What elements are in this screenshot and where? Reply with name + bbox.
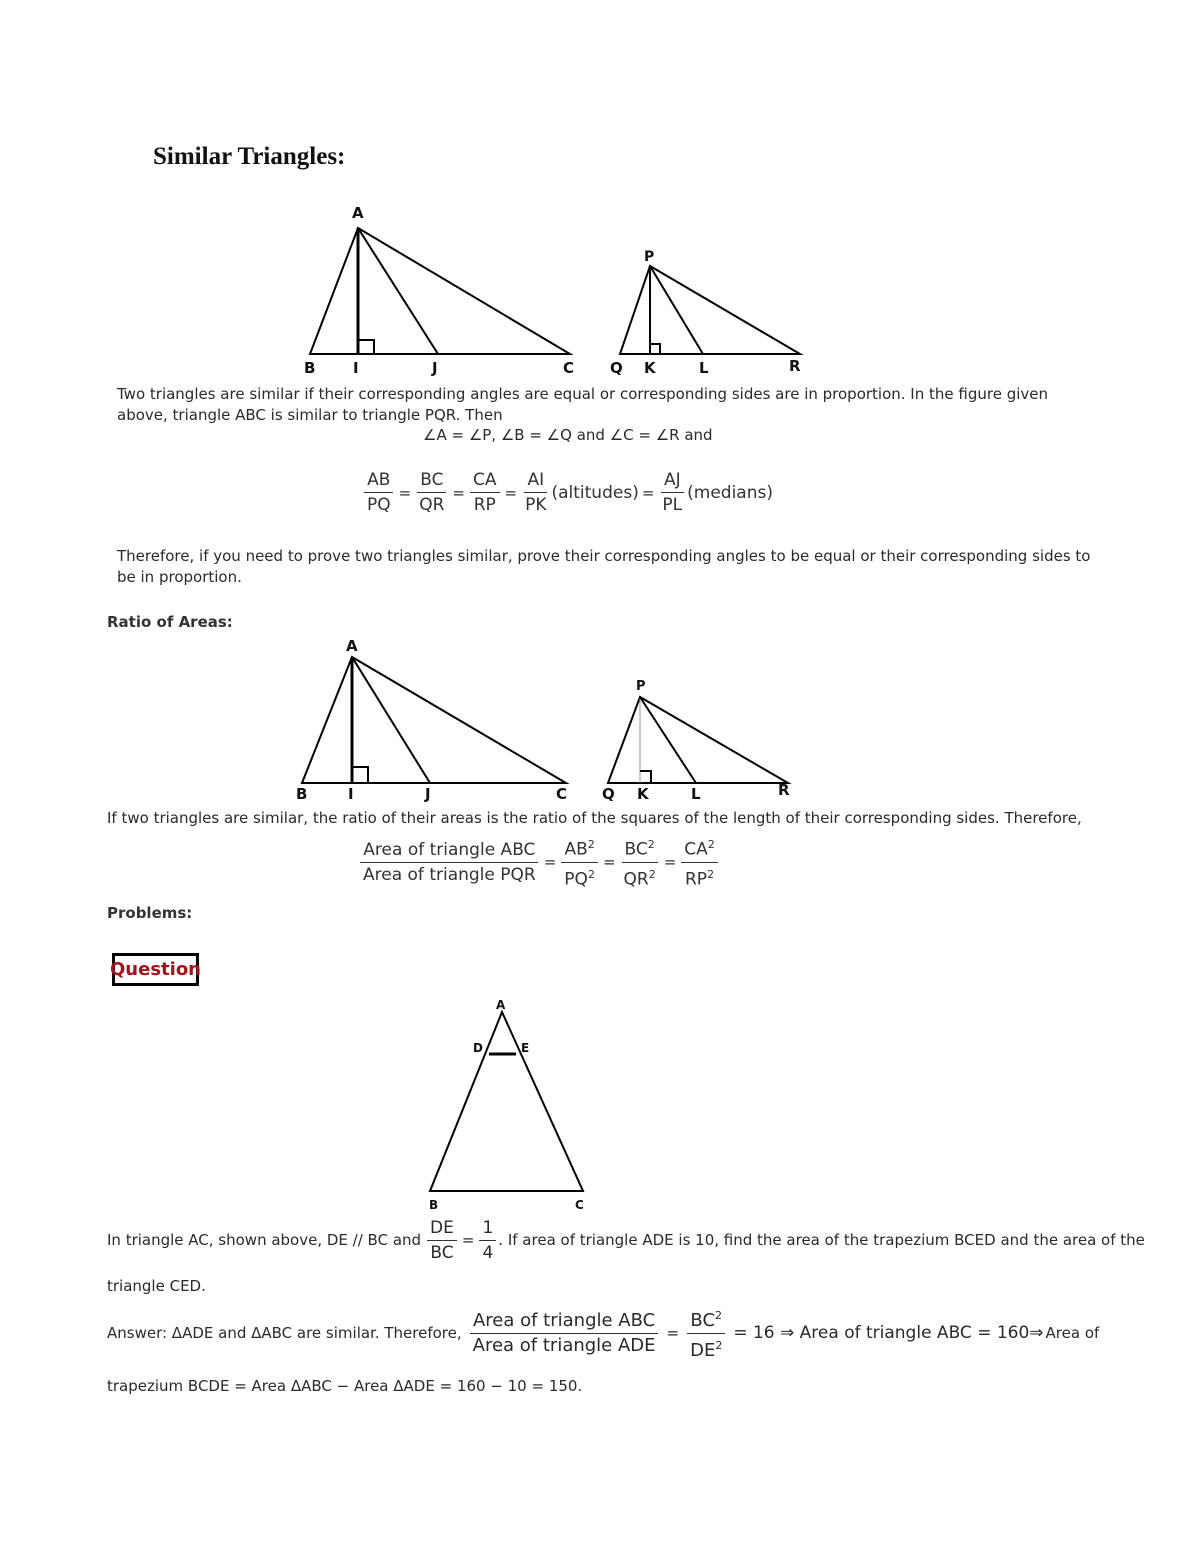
frac-num: 1 (479, 1218, 496, 1241)
squared: 2 (707, 838, 715, 851)
ratio-equation (362, 470, 773, 515)
fig3-label-a: A (496, 998, 506, 1012)
altitudes-label: (altitudes) (551, 482, 639, 503)
squared: 2 (587, 838, 595, 851)
therefore-paragraph: Therefore, if you need to prove two triangles similar, prove their corresponding angles to be equal or their corresponding sides to be in proportion. (117, 547, 1091, 586)
equals-sign: = (452, 483, 465, 502)
equals-sign: = (398, 483, 412, 502)
problem-text-part2: . If area of triangle ADE is 10, find the area of the trapezium BCED and the area of the (498, 1231, 1145, 1249)
frac-num (687, 1306, 725, 1334)
fraction-ca2-rp2 (681, 835, 718, 889)
fig2-label-i: I (348, 785, 354, 803)
fig2-label-p: P (636, 679, 646, 694)
intro-paragraph: Two triangles are similar if their corresponding angles are equal or corresponding sides are in proportion. In the figure given above, triangle ABC is similar to triangle PQR. Then (117, 385, 1048, 424)
fraction-area-abc-pqr (360, 840, 539, 885)
frac-den: BC (430, 1243, 454, 1263)
side-pq: PQ (564, 869, 588, 890)
fig1-label-p: P (644, 249, 655, 265)
fraction-ab2-pq2 (561, 835, 598, 889)
figure-triangle-ade (415, 995, 600, 1217)
frac-num: BC (417, 470, 446, 493)
fig3-label-c: C (575, 1198, 584, 1212)
angle-equalities: ∠A = ∠P, ∠B = ∠Q and ∠C = ∠R and (423, 426, 713, 444)
fraction-ai-pk (522, 470, 549, 515)
fig2-label-r: R (778, 781, 790, 799)
equals-sign: = (641, 483, 655, 502)
frac-num: Area of triangle ABC (470, 1311, 658, 1334)
equals-sign: = (666, 1324, 680, 1342)
squared: 2 (647, 838, 655, 851)
fig1-label-r: R (789, 357, 801, 375)
side-bc: BC (624, 839, 648, 860)
answer-text-part3: Area of (1045, 1324, 1100, 1342)
fraction-bc2-de2 (687, 1306, 725, 1361)
answer-statement-line2: trapezium BCDE = Area ΔABC − Area ΔADE = 160 − 10 = 150. (107, 1377, 583, 1395)
problems-heading: Problems: (107, 904, 193, 922)
frac-num: CA (470, 470, 500, 493)
fig2-label-q: Q (602, 785, 615, 803)
frac-num (561, 835, 597, 863)
problem-statement (107, 1218, 1145, 1263)
fig1-label-j: J (432, 359, 438, 377)
fraction-ab-pq (364, 470, 394, 515)
fig1-label-b: B (304, 359, 316, 377)
frac-den: QR (419, 495, 445, 515)
fraction-bc2-qr2 (621, 835, 659, 889)
frac-den: 4 (482, 1243, 494, 1263)
frac-den (621, 863, 659, 890)
fig1-label-l: L (699, 359, 709, 377)
squared: 2 (715, 1309, 723, 1322)
fraction-bc-qr (416, 470, 447, 515)
area-ratio-equation (358, 835, 720, 889)
fig1-label-c: C (563, 359, 575, 377)
side-rp: RP (685, 869, 708, 890)
fig2-label-l: L (691, 785, 701, 803)
fig2-label-b: B (296, 785, 308, 803)
frac-den: Area of triangle PQR (363, 864, 536, 885)
fig1-label-i: I (353, 359, 359, 377)
equals-sign: = (663, 853, 677, 872)
fig3-label-e: E (521, 1041, 530, 1055)
squared: 2 (707, 867, 715, 881)
frac-num: AB (364, 470, 393, 493)
fraction-one-quarter (479, 1218, 496, 1263)
problem-statement-line2: triangle CED. (107, 1277, 206, 1295)
answer-statement (107, 1306, 1099, 1361)
fig2-label-j: J (425, 785, 431, 803)
question-label: Question (110, 959, 201, 980)
answer-text-part2: = 16 ⇒ Area of triangle ABC = 160⇒ (733, 1323, 1044, 1343)
frac-den: Area of triangle ADE (472, 1335, 656, 1356)
frac-den: RP (473, 495, 496, 515)
fraction-ca-rp (470, 470, 500, 515)
frac-num: Area of triangle ABC (360, 840, 538, 863)
frac-num (622, 835, 658, 863)
fig3-label-d: D (473, 1041, 483, 1055)
squared: 2 (648, 867, 656, 881)
frac-den: PQ (367, 495, 391, 515)
equals-sign: = (543, 853, 557, 872)
figure-ratio-of-areas (290, 635, 805, 807)
fig3-label-b: B (429, 1198, 439, 1212)
squared: 2 (715, 1339, 723, 1352)
frac-den: PL (662, 495, 683, 515)
side-qr: QR (623, 869, 649, 890)
equals-sign: = (602, 853, 616, 872)
side-ca: CA (684, 839, 708, 860)
fig1-label-a: A (352, 204, 364, 222)
medians-label: (medians) (687, 482, 773, 503)
problem-text-part1: In triangle AC, shown above, DE // BC and (107, 1231, 422, 1249)
fig2-label-c: C (556, 785, 568, 803)
side-bc: BC (690, 1310, 716, 1331)
ratio-of-areas-heading: Ratio of Areas: (107, 613, 233, 631)
page-title: Similar Triangles: (153, 143, 346, 170)
frac-num: AJ (661, 470, 684, 493)
side-ab: AB (564, 839, 588, 860)
frac-num: DE (427, 1218, 457, 1241)
equals-sign: = (461, 1231, 475, 1249)
frac-den (561, 863, 598, 890)
frac-den: PK (525, 495, 547, 515)
fig1-label-q: Q (610, 359, 623, 377)
equals-sign: = (504, 483, 518, 502)
answer-text-part1: Answer: ΔADE and ΔABC are similar. Therefore, (107, 1324, 462, 1342)
frac-den (682, 863, 717, 890)
fraction-area-abc-ade (470, 1311, 659, 1356)
frac-num (681, 835, 718, 863)
fig2-label-a: A (346, 637, 358, 655)
question-badge (112, 953, 199, 986)
frac-num: AI (524, 470, 547, 493)
squared: 2 (587, 867, 595, 881)
side-de: DE (690, 1340, 716, 1361)
figure-similar-triangles (295, 200, 810, 380)
fraction-de-bc (427, 1218, 457, 1263)
areas-paragraph: If two triangles are similar, the ratio of their areas is the ratio of the squares of the length of their corresponding sides. Therefore, (107, 809, 1082, 827)
frac-den (687, 1334, 725, 1361)
fig2-label-k: K (637, 785, 649, 803)
fig1-label-k: K (644, 359, 656, 377)
fraction-aj-pl (659, 470, 685, 515)
